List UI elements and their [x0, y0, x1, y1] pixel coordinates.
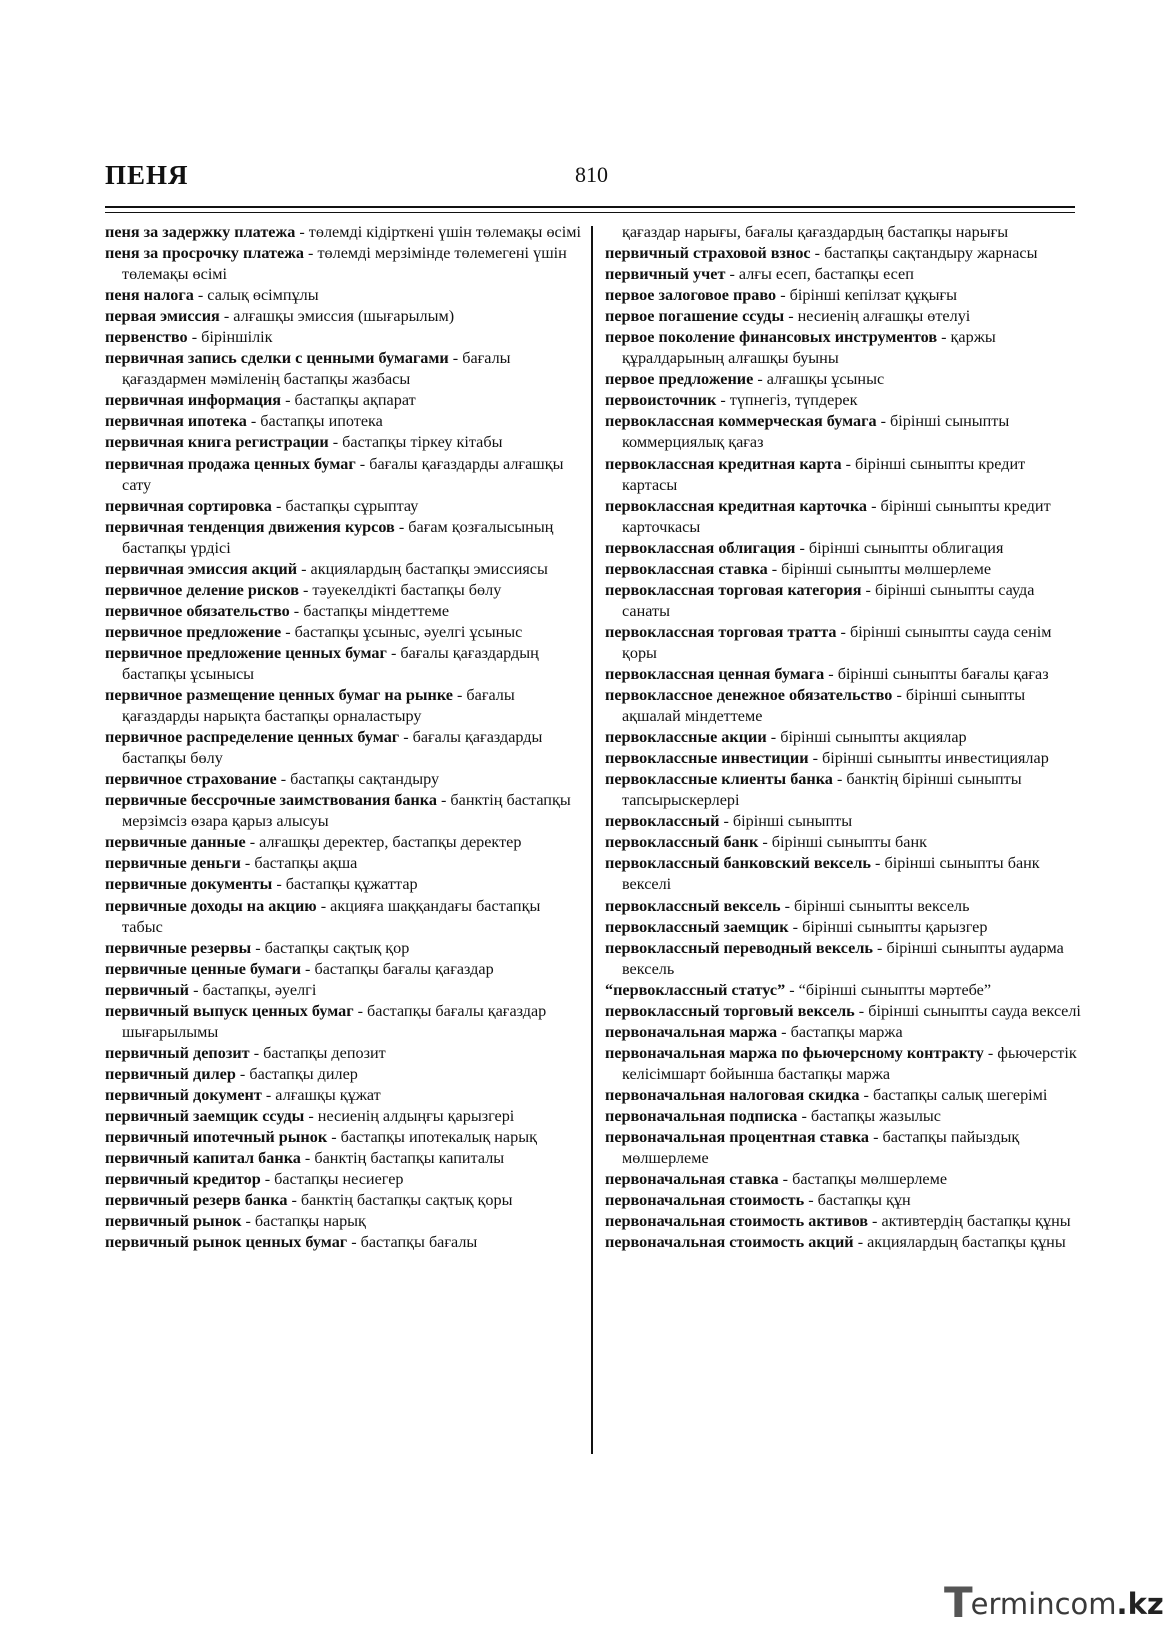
- entry-definition: - бірінші сыныпты: [719, 812, 853, 831]
- dictionary-entry: [605, 832, 1081, 853]
- entry-definition: - бірінші сыныпты банк вексeлі: [622, 854, 1040, 894]
- entry-definition: - бастапқы бағалы қағаздар: [301, 959, 494, 978]
- dictionary-entry: [105, 1001, 583, 1043]
- dictionary-entry: [605, 264, 1081, 285]
- dictionary-entry: [605, 369, 1081, 390]
- dictionary-entry: [605, 811, 1081, 832]
- dictionary-entry: [605, 917, 1081, 938]
- entry-definition: - бастапқы құн: [804, 1191, 911, 1210]
- entry-definition: - салық өсімпұлы: [193, 286, 319, 305]
- dictionary-entry: [105, 559, 583, 580]
- entry-definition: - алғашқы эмиссия (шығарылым): [219, 307, 455, 326]
- entry-term: первичные резервы: [105, 938, 252, 957]
- dictionary-entry: [105, 874, 583, 895]
- entry-term: первоначальная ставка: [605, 1170, 779, 1189]
- dictionary-entry: [105, 643, 583, 685]
- header-rule-thick: [105, 206, 1075, 208]
- entry-term: первоклассная облигация: [605, 538, 796, 557]
- entry-definition: - бастапқы ипотека: [246, 412, 383, 431]
- dictionary-entry: [105, 411, 583, 432]
- dictionary-entry: [105, 1043, 583, 1064]
- dictionary-entry: [605, 306, 1081, 327]
- page-header: [105, 160, 1075, 200]
- dictionary-entry: [105, 959, 583, 980]
- entry-definition: - алғашқы ұсыныс: [753, 370, 885, 389]
- entry-definition: - алғашқы құжат: [261, 1085, 381, 1104]
- entry-term: первичный документ: [105, 1085, 262, 1104]
- dictionary-entry: [605, 243, 1081, 264]
- entry-definition: - алғашқы деректер, бастапқы деректер: [245, 833, 522, 852]
- entry-term: первичное обязательство: [105, 601, 290, 620]
- entry-definition: - тәуекелдікті бастапқы бөлу: [298, 580, 502, 599]
- dictionary-entry: [605, 285, 1081, 306]
- dictionary-entry: [105, 432, 583, 453]
- entry-term: “первоклассный статус”: [605, 980, 786, 999]
- entry-term: первичный ипотечный рынок: [105, 1128, 328, 1147]
- entry-definition: - бастапқы жазылыс: [797, 1106, 941, 1125]
- entry-term: первичный рынок ценных бумаг: [105, 1233, 348, 1252]
- entry-term: первичный депозит: [105, 1043, 250, 1062]
- entry-definition: - бірінші сыныпты сауда сенім қоры: [622, 622, 1052, 662]
- dictionary-entry: [105, 1232, 583, 1253]
- dictionary-entry: [105, 622, 583, 643]
- dictionary-entry: [605, 853, 1081, 895]
- dictionary-entry: [105, 1085, 583, 1106]
- dictionary-entry: [605, 496, 1081, 538]
- entry-definition: - бағалы қағаздарды алғашқы сату: [122, 454, 564, 494]
- dictionary-entry: [605, 327, 1081, 369]
- dictionary-entry: [105, 306, 583, 327]
- entry-term: первичный рынок: [105, 1212, 242, 1231]
- entry-definition: - бастапқы сұрыптау: [271, 496, 419, 515]
- entry-definition: - бірінші сыныпты сауда вексeлі: [854, 1001, 1081, 1020]
- dictionary-entry: [105, 1106, 583, 1127]
- logo-text: ermincom: [970, 1587, 1117, 1621]
- dictionary-entry: [605, 1169, 1081, 1190]
- entry-definition: - бірінші сыныпты вексель: [780, 896, 970, 915]
- dictionary-entry: [605, 980, 1081, 1001]
- entry-term: первичный: [105, 980, 190, 999]
- dictionary-entry: [605, 1211, 1081, 1232]
- entry-term: первоначальная стоимость акций: [605, 1233, 854, 1252]
- entry-term: первоклассный вексель: [605, 896, 781, 915]
- entry-definition: - бастапқы салық шегерімі: [859, 1085, 1048, 1104]
- entry-term: первичная эмиссия акций: [105, 559, 298, 578]
- entry-term: первичное деление рисков: [105, 580, 299, 599]
- dictionary-entry: [605, 411, 1081, 453]
- entry-term: первоклассный: [605, 812, 720, 831]
- entry-definition: - бағалы қағаздарды бастапқы бөлу: [122, 728, 543, 768]
- entry-definition: - бірінші сыныпты мөлшерлеме: [767, 559, 992, 578]
- dictionary-entry: [605, 1232, 1081, 1253]
- dictionary-entry: [105, 390, 583, 411]
- dictionary-entry: [105, 1211, 583, 1232]
- entry-definition: - бастапқы депозит: [249, 1043, 386, 1062]
- column-divider: [591, 226, 593, 1454]
- entry-definition: - несиенің алғашқы өтелуі: [784, 307, 971, 326]
- entry-term: первоклассная коммерческая бумага: [605, 412, 877, 431]
- entry-definition: - бірінші сыныпты кредит картасы: [622, 454, 1026, 494]
- entry-definition: - бастапқы құжаттар: [272, 875, 418, 894]
- entry-term: первичный резерв банка: [105, 1191, 288, 1210]
- entry-definition: - банктің бірінші сыныпты тапсырыскерлері: [622, 770, 1022, 810]
- entry-term: первоклассная ценная бумага: [605, 664, 825, 683]
- dictionary-entry: [105, 938, 583, 959]
- dictionary-entry: [105, 601, 583, 622]
- page-number: 810: [575, 162, 608, 187]
- entry-term: первичная запись сделки с ценными бумагами: [105, 349, 449, 368]
- entry-definition: - бірінші сыныпты коммерциялық қағаз: [622, 412, 1010, 452]
- dictionary-entry: [105, 1064, 583, 1085]
- entry-definition: - бағалы қағаздардың бастапқы ұсынысы: [122, 643, 539, 683]
- entry-term: первичные документы: [105, 875, 273, 894]
- dictionary-entry: [105, 853, 583, 874]
- entry-term: пеня за просрочку платежа: [105, 244, 304, 263]
- dictionary-entry: [605, 622, 1081, 664]
- dictionary-entry: [105, 1148, 583, 1169]
- dictionary-entry: [605, 896, 1081, 917]
- dictionary-entry: [105, 517, 583, 559]
- dictionary-entry: [105, 1190, 583, 1211]
- entry-term: первоклассная ставка: [605, 559, 768, 578]
- entry-definition: - бағалы қағаздармен мәміленің бастапқы жазбасы: [122, 349, 511, 389]
- entry-definition: - бастапқы тіркеу кітабы: [328, 433, 503, 452]
- left-column: [105, 222, 583, 1253]
- entry-definition: - бағалы қағаздарды нарықта бастапқы орналастыру: [122, 686, 515, 726]
- entry-term: первоначальная подписка: [605, 1106, 798, 1125]
- entry-term: первичная книга регистрации: [105, 433, 329, 452]
- entry-definition: - бірінші сыныпты сауда санаты: [622, 580, 1035, 620]
- entry-term: первоисточник: [605, 391, 717, 410]
- entry-definition: - бірінші сыныпты бағалы қағаз: [824, 664, 1049, 683]
- entry-definition: - бастапқы сақтық қор: [251, 938, 410, 957]
- entry-term: первичный заемщик ссуды: [105, 1106, 305, 1125]
- entry-definition: - бастапқы міндеттеме: [289, 601, 450, 620]
- dictionary-entry: [105, 790, 583, 832]
- entry-term: первичные деньги: [105, 854, 241, 873]
- dictionary-entry: [605, 1022, 1081, 1043]
- entry-definition: - бастапқы маржа: [777, 1022, 903, 1041]
- entry-term: первоначальная маржа: [605, 1022, 778, 1041]
- entry-definition: - бастапқы бағалы қағаздар шығарылымы: [122, 1001, 547, 1041]
- entry-term: первичное предложение ценных бумаг: [105, 643, 387, 662]
- entry-definition: - төлемді кідірткені үшін төлемақы өсімі: [295, 223, 581, 241]
- entry-continuation: қағаздар нарығы, бағалы қағаздардың бастапқы нарығы: [622, 223, 1009, 241]
- entry-term: первичные данные: [105, 833, 246, 852]
- entry-definition: - акцияға шаққандағы бастапқы табыс: [122, 896, 541, 936]
- entry-term: первое поколение финансовых инструментов: [605, 328, 938, 347]
- entry-definition: - түпнегіз, түпдерек: [716, 391, 858, 410]
- entry-term: пеня за задержку платежа: [105, 223, 296, 241]
- entry-term: первоклассные инвестиции: [605, 749, 809, 768]
- dictionary-entry: [105, 896, 583, 938]
- entry-definition: - бастапқы ақша: [240, 854, 358, 873]
- header-rule-thin: [105, 212, 1075, 213]
- entry-definition: - біріншілік: [187, 328, 273, 347]
- entry-term: первоклассный заемщик: [605, 917, 789, 936]
- dictionary-entry: [105, 685, 583, 727]
- entry-term: первичное размещение ценных бумаг на рынке: [105, 686, 453, 705]
- entry-definition: - бастапқы мөлшерлеме: [778, 1170, 948, 1189]
- dictionary-entry: [605, 1106, 1081, 1127]
- entry-definition: - бірінші сыныпты акциялар: [766, 728, 967, 747]
- logo-letter: T: [944, 1578, 971, 1627]
- entry-term: первичный страховой взнос: [605, 244, 811, 263]
- entry-term: первичный учет: [605, 265, 726, 284]
- entry-term: первоначальная маржа по фьючерсному контракту: [605, 1043, 984, 1062]
- entry-definition: - банктің бастапқы мерзімсіз өзара қарыз алысуы: [122, 791, 571, 831]
- logo-domain: .kz: [1116, 1587, 1164, 1621]
- entry-definition: - алғы есеп, бастапқы есеп: [725, 265, 914, 284]
- entry-term: первичное страхование: [105, 770, 277, 789]
- entry-term: первоначальная налоговая скидка: [605, 1085, 860, 1104]
- entry-term: первоклассная торговая категория: [605, 580, 862, 599]
- entry-definition: - бастапқы, әуелгі: [189, 980, 317, 999]
- entry-definition: - бастапқы дилер: [235, 1064, 358, 1083]
- entry-definition: - бастапқы ұсыныс, әуелгі ұсыныс: [281, 622, 523, 641]
- entry-term: первое предложение: [605, 370, 754, 389]
- dictionary-entry: [105, 1127, 583, 1148]
- dictionary-entry: [105, 243, 583, 285]
- entry-term: первоклассный банк: [605, 833, 759, 852]
- entry-term: первоклассный переводный вексель: [605, 938, 873, 957]
- dictionary-entry: [105, 1169, 583, 1190]
- entry-definition: - бастапқы ипотекалық нарық: [327, 1128, 537, 1147]
- dictionary-entry: [605, 390, 1081, 411]
- entry-definition: - бастапқы нарық: [241, 1212, 366, 1231]
- entry-term: первичный кредитор: [105, 1170, 261, 1189]
- dictionary-entry: [605, 1190, 1081, 1211]
- entry-term: первичное предложение: [105, 622, 282, 641]
- entry-term: первоклассные клиенты банка: [605, 770, 833, 789]
- dictionary-entry: [605, 1001, 1081, 1022]
- entry-term: первое залоговое право: [605, 286, 777, 305]
- entry-term: первоклассные акции: [605, 728, 767, 747]
- entry-definition: - бірінші сыныпты кредит карточкасы: [622, 496, 1051, 536]
- entry-definition: - фьючерстік келісімшарт бойынша бастапқы маржа: [622, 1043, 1077, 1083]
- right-column: [605, 222, 1081, 1253]
- entry-term: первоклассный банковский вексель: [605, 854, 871, 873]
- dictionary-entry: [605, 580, 1081, 622]
- entry-definition: - несиенің алдыңғы қарызгері: [304, 1106, 515, 1125]
- entry-term: первичная продажа ценных бумаг: [105, 454, 356, 473]
- entry-term: первая эмиссия: [105, 307, 220, 326]
- dictionary-entry: [105, 580, 583, 601]
- dictionary-entry: [105, 832, 583, 853]
- entry-term: первоклассная кредитная карта: [605, 454, 842, 473]
- dictionary-entry: [105, 327, 583, 348]
- entry-term: первое погашение ссуды: [605, 307, 785, 326]
- dictionary-entry: [605, 1127, 1081, 1169]
- dictionary-entry: [605, 664, 1081, 685]
- entry-term: первичный выпуск ценных бумаг: [105, 1001, 354, 1020]
- entry-definition: - бастапқы пайыздық мөлшерлеме: [622, 1128, 1020, 1168]
- entry-definition: - қаржы құралдарының алғашқы буыны: [622, 328, 996, 368]
- entry-term: первоклассная торговая тратта: [605, 622, 837, 641]
- entry-definition: - активтердің бастапқы құны: [868, 1212, 1071, 1231]
- entry-definition: - бірінші сыныпты ақшалай міндеттеме: [622, 686, 1026, 726]
- entry-term: первоклассное денежное обязательство: [605, 686, 893, 705]
- entry-definition: - акциялардың бастапқы эмиссиясы: [297, 559, 548, 578]
- entry-definition: - бастапқы несиегер: [260, 1170, 404, 1189]
- entry-definition: - бастапқы бағалы: [347, 1233, 478, 1252]
- entry-definition: - бірінші сыныпты инвестициялар: [808, 749, 1049, 768]
- entry-term: первичное распределение ценных бумаг: [105, 728, 400, 747]
- dictionary-entry: [105, 222, 583, 243]
- right-column-entries: [605, 243, 1081, 1253]
- entry-definition: - “бірінші сыныпты мәртебе”: [785, 980, 992, 999]
- dictionary-entry: [105, 980, 583, 1001]
- entry-term: пеня налога: [105, 286, 194, 305]
- entry-term: первичная информация: [105, 391, 282, 410]
- dictionary-entry: [605, 538, 1081, 559]
- dictionary-entry: [605, 559, 1081, 580]
- entry-term: первичная ипотека: [105, 412, 247, 431]
- entry-term: первоначальная процентная ставка: [605, 1128, 870, 1147]
- entry-definition: - бағам қозғалысының бастапқы үрдісі: [122, 517, 554, 557]
- dictionary-entry: [605, 1043, 1081, 1085]
- entry-term: первичная сортировка: [105, 496, 272, 515]
- entry-definition: - бірінші сыныпты облигация: [795, 538, 1004, 557]
- entry-term: первичные бессрочные заимствования банка: [105, 791, 437, 810]
- entry-definition: - банктің бастапқы сақтық қоры: [287, 1191, 513, 1210]
- entry-definition: - акциялардың бастапқы құны: [853, 1233, 1066, 1252]
- dictionary-entry: [105, 496, 583, 517]
- entry-term: первоклассный торговый вексель: [605, 1001, 855, 1020]
- dictionary-entry: [605, 1085, 1081, 1106]
- entry-term: первичный дилер: [105, 1064, 236, 1083]
- entry-term: первоначальная стоимость: [605, 1191, 805, 1210]
- entry-definition: - бірінші сыныпты аударма вексель: [622, 938, 1064, 978]
- entry-definition: - бірінші кепілзат құқығы: [776, 286, 958, 305]
- dictionary-entry: [605, 727, 1081, 748]
- entry-term: первичные доходы на акцию: [105, 896, 317, 915]
- termincom-logo: [944, 1578, 1164, 1627]
- dictionary-entry: [605, 748, 1081, 769]
- entry-definition: - бастапқы сақтандыру: [276, 770, 440, 789]
- dictionary-entry: [105, 348, 583, 390]
- entry-definition: - банктің бастапқы капиталы: [300, 1149, 505, 1168]
- dictionary-entry: [105, 727, 583, 769]
- entry-term: первичные ценные бумаги: [105, 959, 301, 978]
- running-head-word: ПЕНЯ: [105, 160, 189, 190]
- entry-term: первичный капитал банка: [105, 1149, 301, 1168]
- dictionary-entry: [605, 685, 1081, 727]
- dictionary-entry: [605, 769, 1081, 811]
- entry-term: первоклассная кредитная карточка: [605, 496, 868, 515]
- entry-term: первенство: [105, 328, 188, 347]
- entry-definition: - бастапқы сақтандыру жарнасы: [810, 244, 1038, 263]
- dictionary-entry: [105, 285, 583, 306]
- entry-term: первоначальная стоимость активов: [605, 1212, 868, 1231]
- entry-definition: - бірінші сыныпты қарызгер: [788, 917, 988, 936]
- entry-definition: - бірінші сыныпты банк: [758, 833, 927, 852]
- entry-definition: - төлемді мерзімінде төлемегені үшін төлемақы өсімі: [122, 244, 567, 284]
- dictionary-entry: [105, 454, 583, 496]
- dictionary-entry: [605, 454, 1081, 496]
- dictionary-entry: [605, 938, 1081, 980]
- dictionary-entry: [105, 769, 583, 790]
- entry-definition: - бастапқы ақпарат: [281, 391, 416, 410]
- entry-term: первичная тенденция движения курсов: [105, 517, 395, 536]
